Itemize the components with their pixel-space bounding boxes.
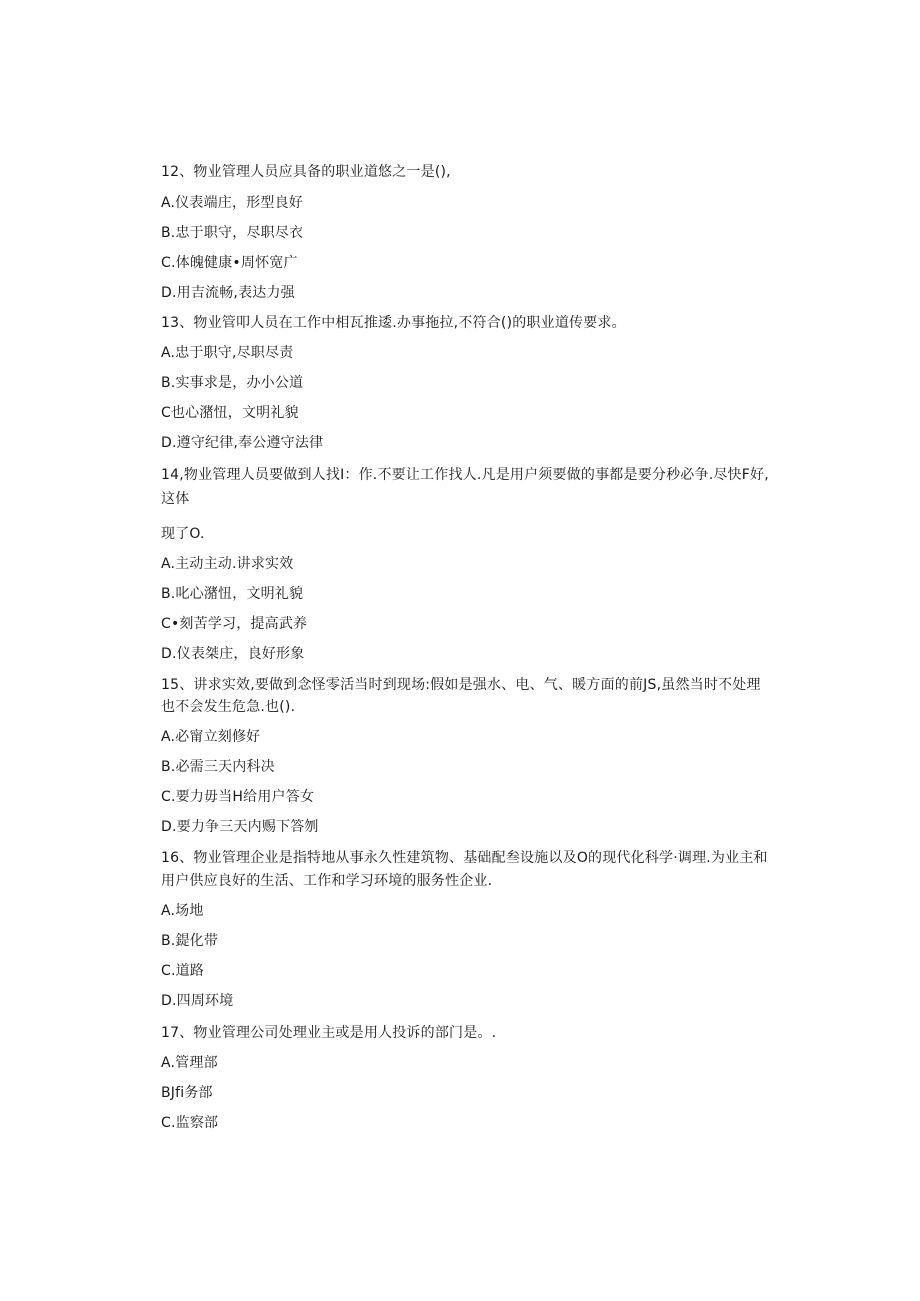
question-13-option-b: B.实事求是，办小公道 bbox=[161, 375, 304, 391]
question-13-option-d: D.遵守纪律,奉公遵守法律 bbox=[161, 435, 324, 451]
question-14-stem-line-2: 这体 bbox=[161, 491, 190, 507]
question-13-stem: 13、物业管叩人员在工作中相瓦推逶.办事拖拉,不符合()的职业道传要求。 bbox=[161, 315, 626, 331]
question-16-option-d: D.四周环境 bbox=[161, 993, 234, 1009]
question-15-option-a: A.必甯立刻修好 bbox=[161, 729, 261, 745]
question-16-option-a: A.场地 bbox=[161, 903, 204, 919]
question-12-stem: 12、物业管理人员应具备的职业道悠之一是(), bbox=[161, 164, 451, 180]
question-14-option-a: A.主动主动.讲求实效 bbox=[161, 556, 294, 572]
question-15-stem-line-2: 也不会发生危急.也(). bbox=[161, 699, 296, 715]
question-13-option-c: C也心潴忸，文明礼貌 bbox=[161, 405, 299, 421]
question-14-option-c: C•刻苦学习，提高武养 bbox=[161, 616, 308, 632]
question-17-stem: 17、物业管理公司处理业主或是用人投诉的部门是。. bbox=[161, 1025, 497, 1041]
question-14-stem-line-3: 现了O. bbox=[161, 526, 205, 542]
question-16-option-b: B.鍉化带 bbox=[161, 933, 219, 949]
question-15-option-b: B.必需三天内科决 bbox=[161, 759, 275, 775]
question-12-option-d: D.用吉流畅,表达力强 bbox=[161, 285, 295, 301]
question-14-option-b: B.叱心潴忸，文明礼貌 bbox=[161, 586, 304, 602]
question-16-option-c: C.道路 bbox=[161, 963, 205, 979]
question-12-option-a: A.仪表端庄，形型良好 bbox=[161, 195, 303, 211]
question-14-option-d: D.仪表桀庄，良好形象 bbox=[161, 646, 305, 662]
question-12-option-b: B.忠于职守，尽职尽衣 bbox=[161, 225, 304, 241]
question-12-option-c: C.体魄健康•周怀宽广 bbox=[161, 255, 298, 271]
question-16-stem-line-1: 16、物业管理企业是指特地从事永久性建筑物、基础配叁设施以及O的现代化科学·调理.为业主和 bbox=[161, 850, 768, 866]
question-13-option-a: A.忠于职守,尽职尽责 bbox=[161, 345, 294, 361]
question-17-option-c: C.监察部 bbox=[161, 1115, 219, 1131]
question-15-stem-line-1: 15、讲求实效,要做到念怪零活当时到现场:假如是强水、电、气、暖方面的前JS,虽然当时不处理 bbox=[161, 677, 761, 693]
question-17-option-b: BJfi务部 bbox=[161, 1085, 213, 1101]
question-14-stem-line-1: 14,物业管理人员要做到人找I：作.不要让工作找人.凡是用户须要做的事都是要分秒必争.尽快F好, bbox=[161, 467, 769, 483]
question-16-stem-line-2: 用户供应良好的生活、工作和学习环境的服务性企业. bbox=[161, 873, 493, 889]
question-15-option-c: C.要力毋当H给用户答女 bbox=[161, 789, 315, 805]
question-15-option-d: D.要力争三天内赐下答刎 bbox=[161, 819, 319, 835]
question-17-option-a: A.管理部 bbox=[161, 1055, 218, 1071]
